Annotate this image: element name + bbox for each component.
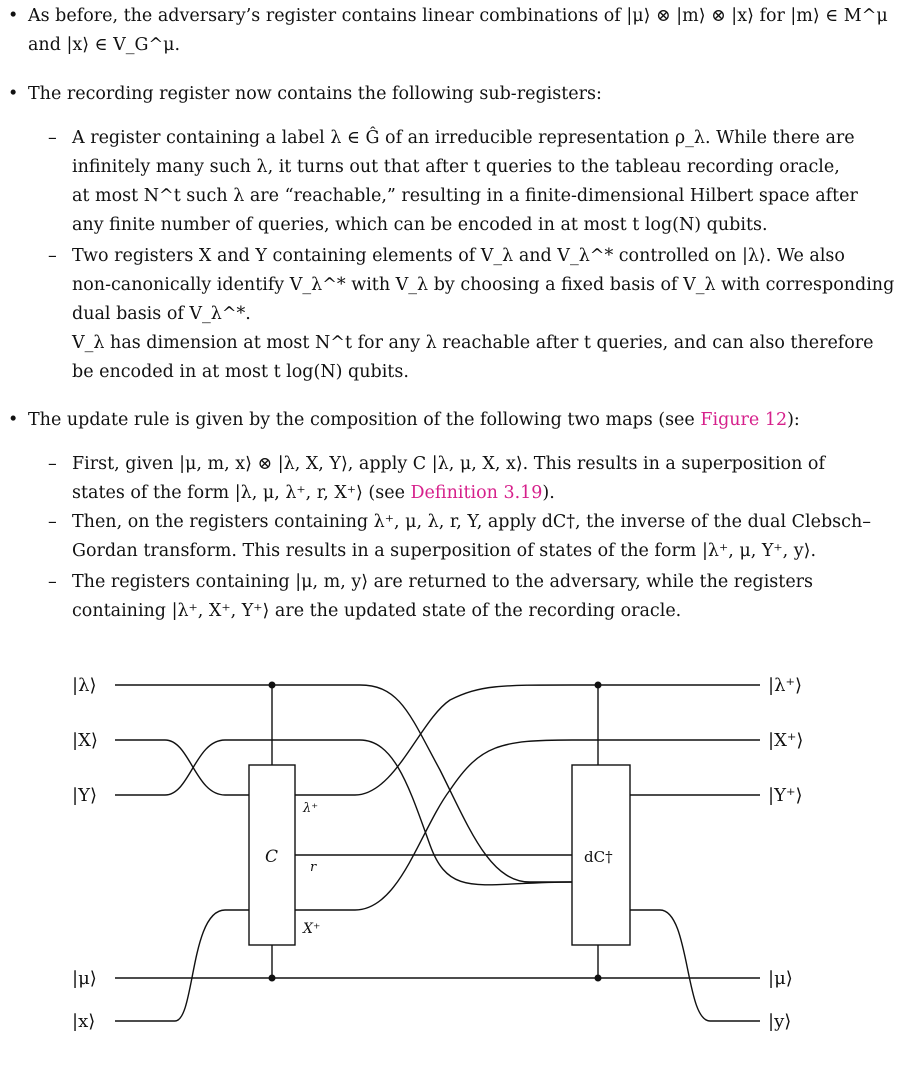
input-label-small-x: |x⟩ (72, 1011, 96, 1032)
control-dot (269, 682, 276, 689)
output-label-y-plus: |Y⁺⟩ (768, 785, 803, 806)
bullet-marker: • (8, 410, 19, 430)
text-run: ). (542, 483, 555, 503)
output-label-y: |y⟩ (768, 1011, 792, 1032)
text-line: The recording register now contains the following sub-registers: (28, 84, 602, 104)
text-run: states of the form |λ, μ, λ⁺, r, X⁺⟩ (see (72, 483, 411, 503)
dash-marker: – (48, 454, 57, 474)
text-line: containing |λ⁺, X⁺, Y⁺⟩ are the updated state of the recording oracle. (72, 601, 682, 621)
dash-marker: – (48, 246, 57, 266)
text-line: The registers containing |μ, m, y⟩ are returned to the adversary, while the registers (72, 572, 814, 592)
control-dot (595, 975, 602, 982)
bullet-marker: • (8, 6, 19, 26)
text-line: Gordan transform. This results in a superposition of states of the form |λ⁺, μ, Y⁺, y⟩. (72, 541, 817, 561)
text-line: A register containing a label λ ∈ Ĝ of an irreducible representation ρ_λ. While there are (72, 128, 855, 148)
gate-c-label: C (265, 847, 279, 867)
input-label-y: |Y⟩ (72, 785, 97, 806)
dash-marker: – (48, 512, 57, 532)
text-line: Two registers X and Y containing elements of V_λ and V_λ^* controlled on |λ⟩. We also (72, 246, 845, 266)
output-label-lambda-plus: |λ⁺⟩ (768, 675, 802, 696)
wire-x-small-in (115, 910, 249, 1021)
output-label-mu: |μ⟩ (768, 968, 793, 989)
text-line: dual basis of V_λ^*. (72, 304, 251, 324)
input-label-lambda: |λ⟩ (72, 675, 97, 696)
text-line: First, given |μ, m, x⟩ ⊗ |λ, X, Y⟩, apply C |λ, μ, X, x⟩. This results in a superposition of (72, 454, 825, 474)
text-line: Then, on the registers containing λ⁺, μ, λ, r, Y, apply dC†, the inverse of the dual Clebsch– (72, 512, 871, 532)
text-run: ): (787, 410, 800, 430)
text-line: at most N^t such λ are “reachable,” resulting in a finite-dimensional Hilbert space after (72, 186, 858, 206)
text-run: The update rule is given by the composition of the following two maps (see (28, 410, 701, 430)
gate-dc-label: dC† (584, 848, 613, 866)
bullet-marker: • (8, 84, 19, 104)
wire-label-r: r (310, 860, 317, 875)
figure-12-link[interactable]: Figure 12 (700, 410, 788, 430)
input-label-mu: |μ⟩ (72, 968, 97, 989)
wire-label-x-plus: X⁺ (303, 921, 321, 937)
wire-label-lambda-plus: λ⁺ (303, 801, 319, 816)
wire-x-in (115, 740, 249, 795)
definition-3-19-link[interactable]: Definition 3.19 (410, 483, 543, 503)
text-line: As before, the adversary’s register contains linear combinations of |μ⟩ ⊗ |m⟩ ⊗ |x⟩ for |m⟩ ∈ M^μ (28, 6, 888, 26)
dash-marker: – (48, 128, 57, 148)
text-line: non-canonically identify V_λ^* with V_λ by choosing a fixed basis of V_λ with corresponding (72, 275, 895, 295)
dash-marker: – (48, 572, 57, 592)
text-line: and |x⟩ ∈ V_G^μ. (28, 35, 181, 55)
text-line: be encoded in at most t log(N) qubits. (72, 362, 409, 382)
text-line: any finite number of queries, which can be encoded in at most t log(N) qubits. (72, 215, 768, 235)
wire-x-plus (295, 740, 572, 910)
wire-y-out (630, 910, 760, 1021)
wire-y-in (115, 740, 572, 885)
control-dot (595, 682, 602, 689)
input-label-x: |X⟩ (72, 730, 98, 751)
text-line: V_λ has dimension at most N^t for any λ reachable after t queries, and can also therefore (72, 333, 874, 353)
text-line: infinitely many such λ, it turns out that after t queries to the tableau recording oracle, (72, 157, 840, 177)
output-label-x-plus: |X⁺⟩ (768, 730, 804, 751)
control-dot (269, 975, 276, 982)
